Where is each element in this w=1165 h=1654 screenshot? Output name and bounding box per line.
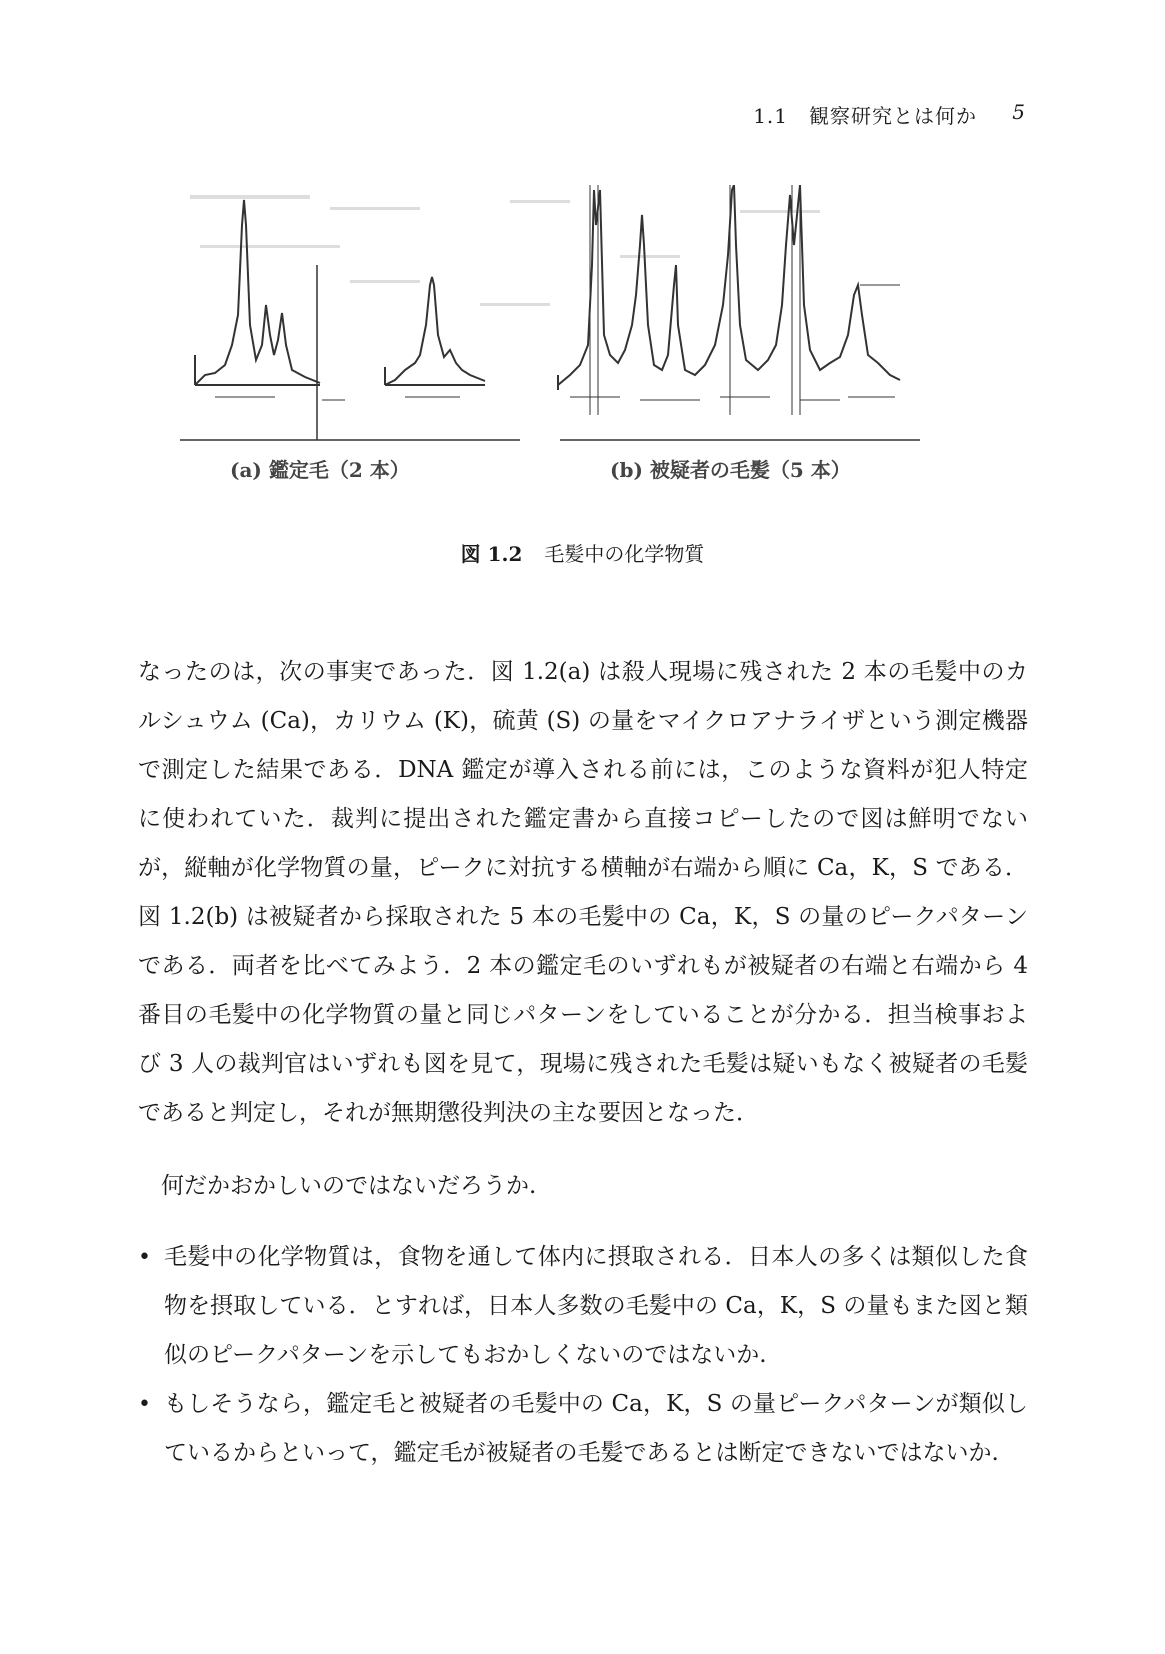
list-item-text: 毛髪中の化学物質は，食物を通して体内に摂取される．日本人の多くは類似した食物を摂取している．とすれば，日本人多数の毛髪中の Ca，K，S の量もまた図と類似のピークパターンを示してもおかしくないのではないか. — [164, 1244, 1028, 1368]
panel-a-label: (a) 鑑定毛（2 本） — [230, 458, 410, 482]
figure-caption-text: 毛髪中の化学物質 — [544, 542, 705, 566]
bullet-list — [138, 1233, 1028, 1478]
paragraph-1: なったのは，次の事実であった．図 1.2(a) は殺人現場に残された 2 本の毛髪中のカルシュウム (Ca)，カリウム (K)，硫黄 (S) の量をマイクロアナライザという測定機器で測定した結果である．DNA 鑑定が導入される前には，このような資料が犯人特定に使われていた．裁判に提出された鑑定書から直接コピーしたので図は鮮明でないが，縦軸が化学物質の量，ピークに対抗する横軸が右端から順に Ca，K，S である．図 1.2(b) は被疑者から採取された 5 本の毛髪中の Ca，K，S の量のピークパターンである．両者を比べてみよう．2 本の鑑定毛のいずれもが被疑者の右端と右端から 4 番目の毛髪中の化学物質の量と同じパターンをしていることが分かる．担当検事および 3 人の裁判官はいずれも図を見て，現場に残された毛髪は疑いもなく被疑者の毛髪であると判定し，それが無期懲役判決の主な要因となった． — [138, 659, 1028, 1126]
panel-a-spectra — [180, 200, 520, 440]
figure-1-2 — [180, 185, 980, 520]
hair-chemistry-plot-image — [180, 185, 980, 520]
figure-caption — [0, 538, 1165, 567]
list-item — [138, 1380, 1028, 1478]
figure-number: 図 1.2 — [460, 542, 523, 566]
running-head-section: 1.1 観察研究とは何か — [753, 104, 977, 128]
list-item-text: もしそうなら，鑑定毛と被疑者の毛髪中の Ca，K，S の量ピークパターンが類似しているからといって，鑑定毛が被疑者の毛髪であるとは断定できないではないか. — [164, 1391, 1028, 1466]
panel-b-label: (b) 被疑者の毛髪（5 本） — [610, 458, 851, 482]
bullet-icon: • — [138, 1245, 151, 1270]
panel-b-spectra — [558, 185, 920, 440]
running-head — [0, 100, 1165, 140]
body-text — [138, 648, 1028, 1478]
list-item — [138, 1233, 1028, 1380]
bullet-icon: • — [138, 1392, 151, 1417]
paragraph-2: 何だかおかしいのではないだろうか. — [161, 1173, 537, 1199]
page-number: 5 — [1012, 100, 1025, 124]
